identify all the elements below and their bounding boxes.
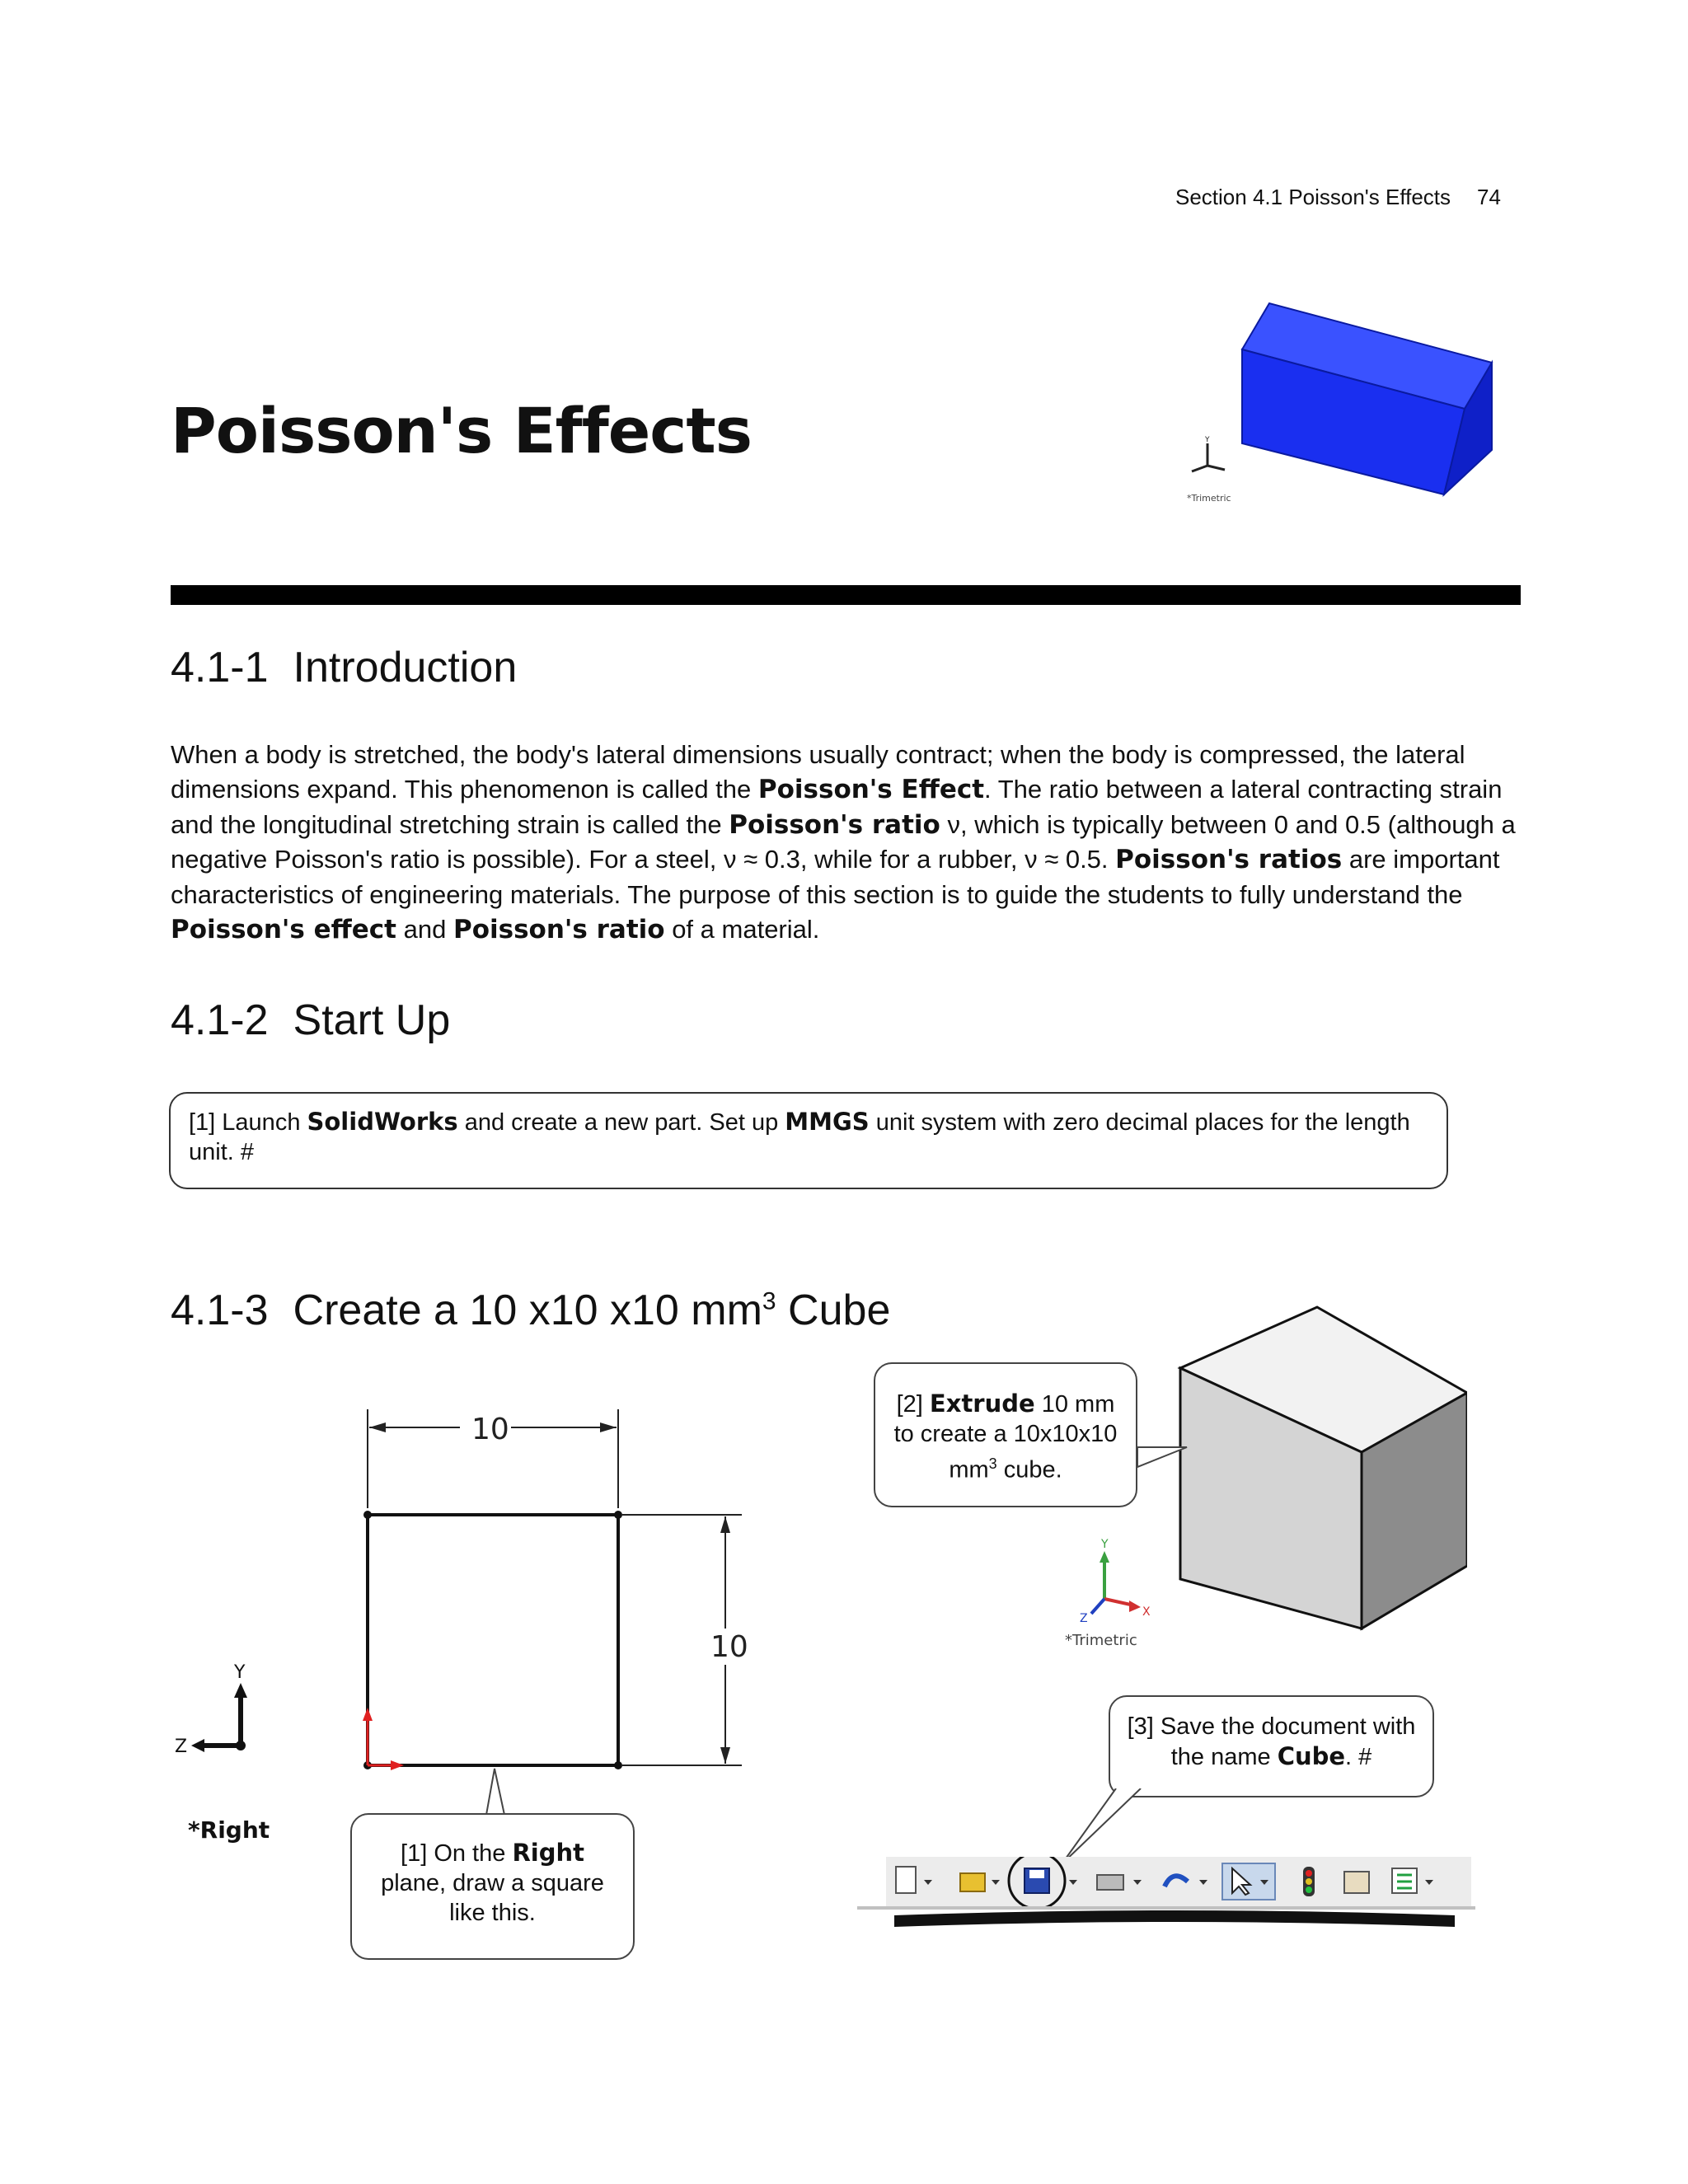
toolbar-curve-shadow <box>894 1910 1455 1930</box>
section-title <box>293 1286 891 1334</box>
term-poissons-ratios: Poisson's ratios <box>1115 845 1343 875</box>
page-number: 74 <box>1477 185 1501 209</box>
open-folder-icon[interactable] <box>960 1873 1000 1891</box>
axis-z-label: Z <box>175 1736 188 1757</box>
axis-x-label: X <box>1142 1605 1151 1619</box>
axis-y-label: Y <box>234 1662 246 1683</box>
file-properties-icon[interactable] <box>1344 1872 1369 1893</box>
axis-triad-icon <box>175 1662 247 1757</box>
text-run: of a material. <box>664 915 820 944</box>
blue-box-figure <box>1162 297 1508 511</box>
text-run: Create a 10 x10 x10 mm <box>293 1286 762 1334</box>
section-title: Start Up <box>293 996 451 1044</box>
term-solidworks: SolidWorks <box>307 1108 458 1136</box>
sketch-step-callout <box>350 1813 635 1960</box>
term-poissons-ratio: Poisson's ratio <box>452 915 665 945</box>
section-number: 4.1-2 <box>171 996 269 1044</box>
save-step-callout <box>1109 1695 1434 1797</box>
chapter-title: Poisson's Effects <box>171 394 752 467</box>
chapter-rule <box>171 585 1521 605</box>
dimension-vertical: 10 <box>710 1630 748 1664</box>
print-icon[interactable] <box>1097 1875 1142 1890</box>
view-label-trimetric: *Trimetric <box>1065 1632 1137 1649</box>
section-heading-introduction <box>171 643 517 692</box>
term-mmgs: MMGS <box>785 1108 870 1136</box>
section-title: Introduction <box>293 644 518 691</box>
text-run: and <box>396 915 453 944</box>
undo-icon[interactable] <box>1165 1876 1207 1886</box>
intro-paragraph <box>171 738 1522 947</box>
text-run: unit system with zero decimal places for the length unit. # <box>189 1109 1410 1165</box>
standard-toolbar <box>886 1857 1471 1909</box>
term-right: Right <box>512 1839 584 1867</box>
svg-text:Y: Y <box>1205 436 1210 444</box>
startup-step-box <box>169 1092 1448 1189</box>
text-run: [3] Save the document with the name <box>1127 1713 1416 1770</box>
trimetric-triad-icon <box>1080 1538 1151 1625</box>
select-icon[interactable] <box>1222 1863 1275 1900</box>
extrude-step-callout <box>874 1362 1137 1507</box>
options-icon[interactable] <box>1392 1868 1433 1893</box>
superscript: 3 <box>762 1287 776 1315</box>
save-icon[interactable] <box>1009 1857 1077 1906</box>
rebuild-icon[interactable] <box>1303 1867 1315 1896</box>
text-run: Cube <box>776 1286 891 1334</box>
new-document-icon[interactable] <box>896 1867 932 1893</box>
text-run: ν, which is typically between 0 and 0.5 (although a negative Poisson's ratio is possible). For a steel, ν ≈ 0.3, while for a rubber, ν ≈ 0.5. <box>171 809 1516 874</box>
view-label-right: *Right <box>188 1816 270 1844</box>
section-heading-start-up <box>171 996 450 1045</box>
triad-icon <box>1192 436 1225 471</box>
term-poissons-effect: Poisson's effect <box>171 915 397 945</box>
term-extrude: Extrude <box>929 1390 1035 1418</box>
running-header: Section 4.1 Poisson's Effects <box>1175 185 1451 209</box>
text-run: . # <box>1345 1744 1372 1770</box>
term-poissons-ratio: Poisson's ratio <box>729 809 940 840</box>
view-label: *Trimetric <box>1187 493 1231 504</box>
section-heading-create-cube <box>171 1286 890 1335</box>
text-run: [1] Launch <box>189 1109 307 1136</box>
text-run: [2] <box>896 1391 930 1418</box>
superscript: 3 <box>988 1455 997 1472</box>
section-number: 4.1-1 <box>171 644 269 691</box>
text-run: . The ratio between a lateral contracting strain and the longitudinal stretching strain is called the <box>171 775 1503 839</box>
dimension-horizontal: 10 <box>471 1413 509 1446</box>
term-poissons-effect: Poisson's Effect <box>757 775 985 805</box>
section-number: 4.1-3 <box>171 1286 269 1334</box>
text-run: plane, draw a square like this. <box>381 1870 604 1926</box>
axis-z-label: Z <box>1080 1612 1088 1625</box>
axis-y-label: Y <box>1101 1538 1109 1551</box>
text-run: 10 mm to create a 10x10x10 mm <box>893 1391 1118 1483</box>
text-run: are important characteristics of engineering materials. The purpose of this section is to guide the students to fully understand the <box>171 845 1500 909</box>
term-cube: Cube <box>1277 1742 1346 1770</box>
text-run: and create a new part. Set up <box>457 1109 785 1136</box>
text-run: [1] On the <box>401 1840 513 1867</box>
text-run: cube. <box>996 1456 1062 1483</box>
toolbar-shadow-line <box>857 1906 1475 1910</box>
sketch-square <box>368 1515 618 1765</box>
text-run: When a body is stretched, the body's lateral dimensions usually contract; when the body is compressed, the lateral dimensions expand. This phenomenon is called the <box>171 740 1465 804</box>
